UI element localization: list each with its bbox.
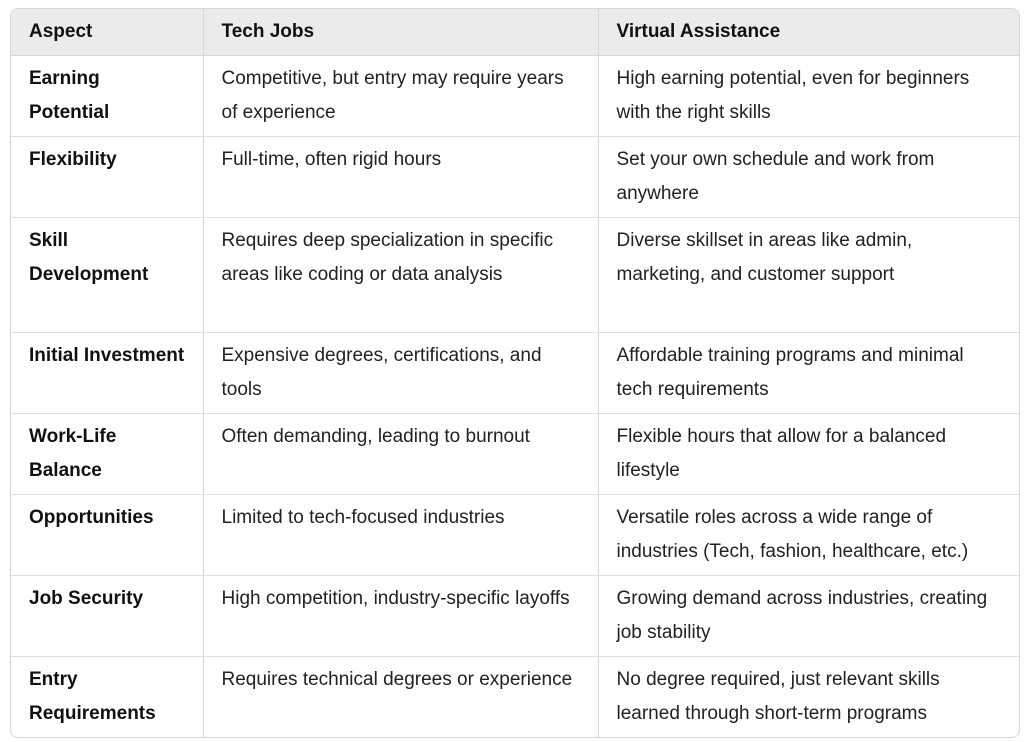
virtual-assistance-cell: Affordable training programs and minimal tech requirements: [598, 332, 1019, 413]
table-row: [11, 656, 1019, 737]
aspect-cell: Job Security: [11, 575, 203, 656]
tech-jobs-cell: Requires deep specialization in specific areas like coding or data analysis: [203, 217, 598, 332]
tech-jobs-cell: Competitive, but entry may require years of experience: [203, 55, 598, 136]
virtual-assistance-cell: Diverse skillset in areas like admin, marketing, and customer support: [598, 217, 1019, 332]
aspect-cell: Entry Requirements: [11, 656, 203, 737]
virtual-assistance-cell: Flexible hours that allow for a balanced lifestyle: [598, 413, 1019, 494]
tech-jobs-cell: Limited to tech-focused industries: [203, 494, 598, 575]
table-row: [11, 413, 1019, 494]
virtual-assistance-cell: Growing demand across industries, creating job stability: [598, 575, 1019, 656]
aspect-cell: Skill Development: [11, 217, 203, 332]
table-row: [11, 494, 1019, 575]
tech-jobs-cell: High competition, industry-specific layoffs: [203, 575, 598, 656]
tech-jobs-cell: Full-time, often rigid hours: [203, 136, 598, 217]
comparison-table-container: [10, 8, 1020, 738]
virtual-assistance-cell: High earning potential, even for beginners with the right skills: [598, 55, 1019, 136]
aspect-cell: Opportunities: [11, 494, 203, 575]
virtual-assistance-cell: No degree required, just relevant skills learned through short-term programs: [616, 668, 940, 724]
header-row: [11, 9, 1019, 55]
virtual-assistance-cell: Versatile roles across a wide range of industries (Tech, fashion, healthcare, etc.): [598, 494, 1019, 575]
table-row: [11, 136, 1019, 217]
header-aspect: Aspect: [11, 9, 203, 55]
header-virtual-assistance: Virtual Assistance: [598, 9, 1019, 55]
comparison-table: [11, 9, 1019, 737]
tech-jobs-cell: Expensive degrees, certifications, and tools: [203, 332, 598, 413]
aspect-cell: Initial Investment: [11, 332, 203, 413]
table-header: [11, 9, 1019, 55]
aspect-cell: Flexibility: [11, 136, 203, 217]
aspect-cell: Work-Life Balance: [11, 413, 203, 494]
tech-jobs-cell: Often demanding, leading to burnout: [203, 413, 598, 494]
table-body: [11, 55, 1019, 737]
virtual-assistance-cell: Set your own schedule and work from anywhere: [598, 136, 1019, 217]
table-row: [11, 575, 1019, 656]
header-tech-jobs: Tech Jobs: [203, 9, 598, 55]
aspect-cell: Earning Potential: [11, 55, 203, 136]
table-row: [11, 332, 1019, 413]
tech-jobs-cell: Requires technical degrees or experience: [203, 656, 598, 737]
table-row: [11, 55, 1019, 136]
table-row: [11, 217, 1019, 332]
